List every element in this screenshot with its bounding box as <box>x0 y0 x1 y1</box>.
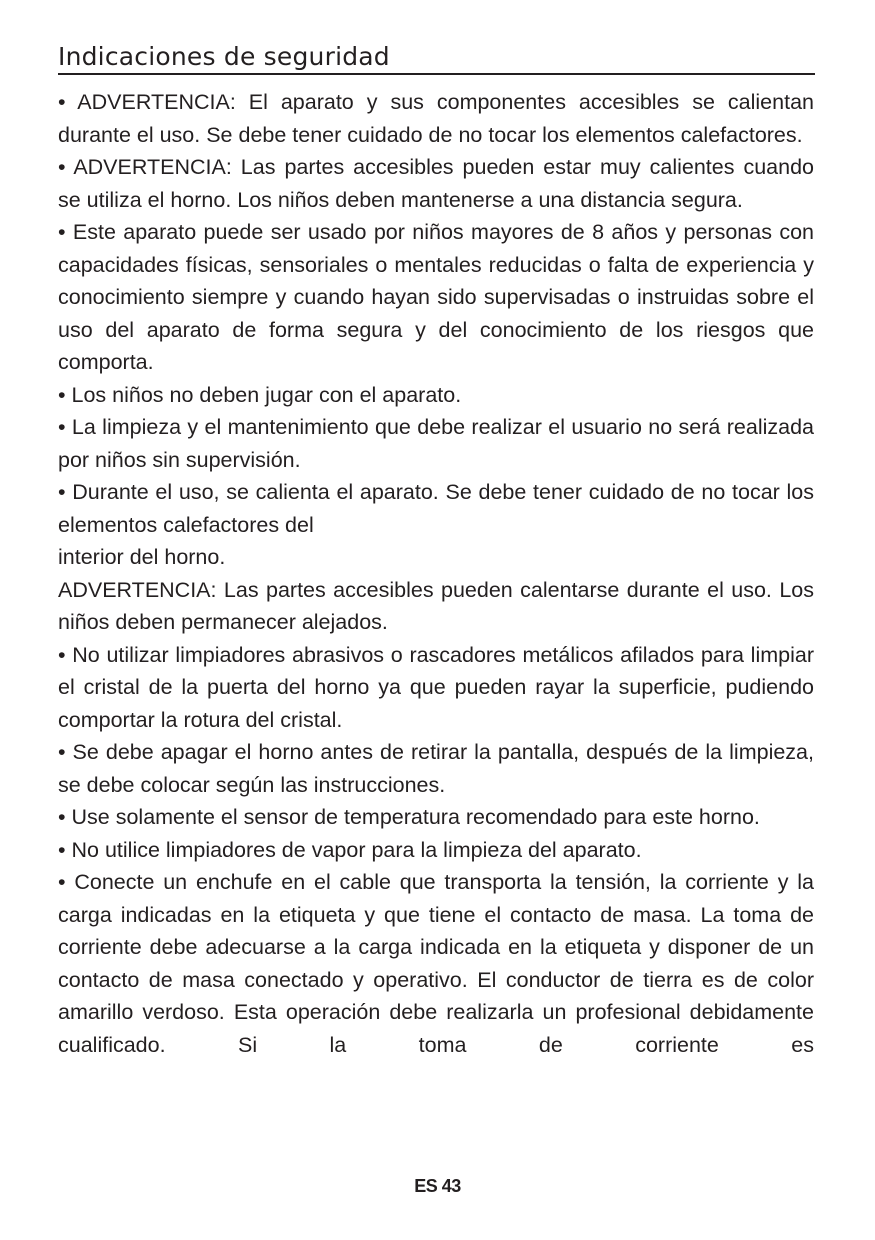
paragraph-electrical-connection: • Conecte un enchufe en el cable que transporta la tensión, la corriente y la carga indicadas en la etiqueta y que tiene el contacto de masa. La toma de corriente debe adecuarse a la carga indicada en la etiqueta y disponer de un contacto de masa conectado y operativo. El conductor de tierra es de color amarillo verdoso. Esta operación debe realizarla un profesional debidamente cualificado. Si la toma de corriente es <box>58 870 814 1057</box>
page-title: Indicaciones de seguridad <box>58 42 815 75</box>
safety-instructions <box>58 86 814 1061</box>
paragraph-children-no-play: • Los niños no deben jugar con el aparato. <box>58 382 462 407</box>
paragraph-warning-hot-parts: • ADVERTENCIA: Las partes accesibles pueden estar muy calientes cuando se utiliza el horno. Los niños deben mantenerse a una distancia segura. <box>58 155 814 212</box>
paragraph-warning-keep-children-away: ADVERTENCIA: Las partes accesibles pueden calentarse durante el uso. Los niños deben permanecer alejados. <box>58 577 814 634</box>
paragraph-no-abrasive-cleaners: • No utilizar limpiadores abrasivos o rascadores metálicos afilados para limpiar el cristal de la puerta del horno ya que pueden rayar la superficie, pudiendo comportar la rotura del cristal. <box>58 642 814 732</box>
page-number: ES 43 <box>414 1176 461 1196</box>
paragraph-no-steam-cleaners: • No utilice limpiadores de vapor para la limpieza del aparato. <box>58 837 642 862</box>
paragraph-children-usage: • Este aparato puede ser usado por niños mayores de 8 años y personas con capacidades físicas, sensoriales o mentales reducidas o falta de experiencia y conocimiento siempre y cuando hayan sido supervisadas o instruidas sobre el uso del aparato de forma segura y del conocimiento de los riesgos que comporta. <box>58 220 814 374</box>
paragraph-temperature-sensor: • Use solamente el sensor de temperatura recomendado para este horno. <box>58 805 760 829</box>
paragraph-warning-hot-components: • ADVERTENCIA: El aparato y sus componentes accesibles se calientan durante el uso. Se debe tener cuidado de no tocar los elementos calefactores. <box>58 90 814 147</box>
paragraph-heating-during-use: • Durante el uso, se calienta el aparato. Se debe tener cuidado de no tocar los elementos calefactores del <box>58 480 814 537</box>
paragraph-cleaning-supervision: • La limpieza y el mantenimiento que debe realizar el usuario no será realizada por niños sin supervisión. <box>58 415 814 472</box>
paragraph-heating-continuation: interior del horno. <box>58 545 226 569</box>
paragraph-switch-off-before-cleaning: • Se debe apagar el horno antes de retirar la pantalla, después de la limpieza, se debe colocar según las instrucciones. <box>58 740 814 797</box>
